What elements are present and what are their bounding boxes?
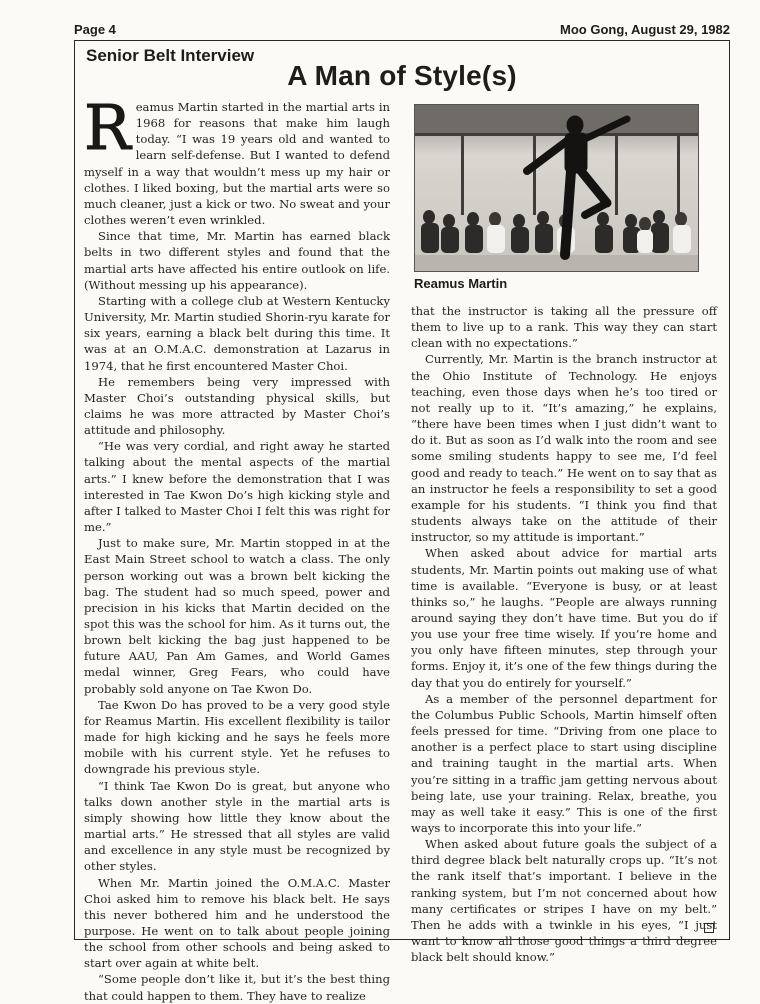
article-photo [414,104,699,272]
paragraph: Just to make sure, Mr. Martin stopped in at the East Main Street school to watch a class. The only person working out was a brown belt kicking the bag. The student had so much speed, power and precision in his kicks that Martin decided on the spot this was the school for him. As it turns out, the brown belt kicking the bag just happened to be future AAU, Pan Am Games, and World Games medal winner, Greg Fears, who could have probably sold anyone on Tae Kwon Do. [84,536,390,696]
photo-caption: Reamus Martin [414,276,508,291]
paragraph: “Some people don’t like it, but it’s the best thing that could happen to them. They have to realize [84,972,390,1003]
page-header [74,22,730,40]
end-mark [704,923,714,933]
paragraph: Since that time, Mr. Martin has earned black belts in two different styles and found that the martial arts have affected his entire outlook on life. (Without messing up his appearance). [84,229,390,292]
issue-date: Moo Gong, August 29, 1982 [560,22,730,37]
right-column [411,303,718,965]
paragraph: When asked about future goals the subject of a third degree black belt naturally crops up. “It’s not the rank itself that’s important. I believe in the ranking system, but I’m not concerned about how many certificates or stripes I have on my belt.” Then he adds with a twinkle in his eyes, “I just want to know all those good things a third degree black belt should know.” [411,837,717,965]
paragraph: He remembers being very impressed with Master Choi’s outstanding physical skills, but claims he was more attracted by Master Choi’s attitude and philosophy. [84,374,390,438]
paragraph: “I think Tae Kwon Do is great, but anyone who talks down another style in the martial arts is simply showing how little they know about the martial arts.” He stressed that all styles are valid and excellence in any style must be recognized by other styles. [84,778,390,874]
paragraph: When Mr. Martin joined the O.M.A.C. Master Choi asked him to remove his black belt. He says this never bothered him and he understood the purpose. He went on to talk about people joining the school from other schools and being asked to start over again at white belt. [84,875,390,971]
paragraph: Currently, Mr. Martin is the branch instructor at the Ohio Institute of Technology. He enjoys teaching, even those days when he’s too tired or not really up to it. “It’s amazing,” he explains, “there have been times when I just didn’t want to do it. But as soon as I’d walk into the room and see some smiling students happy to see me, I’d feel good and ready to teach.” He went on to say that as an instructor he feels a responsibility to set a good example for his students. “I think you find that students always take on the attitude of their instructor, so my attitude is important.” [411,352,718,545]
paragraph: Starting with a college club at Western Kentucky University, Mr. Martin studied Shorin-ryu karate for six years, earning a black belt during this time. It was at an O.M.A.C. demonstration at Lazarus in 1974, that he first encountered Master Choi. [84,293,390,373]
page-number: Page 4 [74,22,116,37]
paragraph: Tae Kwon Do has proved to be a very good style for Reamus Martin. His excellent flexibility is tailor made for high kicking and he says he feels more mobile with his current style. Yet he refuses to downgrade his previous style. [84,697,390,777]
paragraph: Reamus Martin started in the martial arts in 1968 for reasons that make him laugh today. “I was 19 years old and wanted to learn self-defense. But I wanted to defend myself in a way that wouldn’t mess up my hair or clothes. I liked boxing, but the martial arts were so much cleaner, just a kick or two. No sweat and your clothes weren’t even wrinkled. [84,91,390,228]
paragraph: that the instructor is taking all the pressure off them to live up to a rank. This way they can start clean with no expectations.” [411,304,717,351]
photo-illustration [415,105,698,271]
section-kicker: Senior Belt Interview [86,46,255,65]
paragraph: As a member of the personnel department for the Columbus Public Schools, Martin himself often feels pressed for time. “Driving from one place to another is a perfect place to start using discipline and training taught in the martial arts. When you’re sitting in a traffic jam getting nervous about being late, use your training. Relax, breathe, you may as well take it easy.” This is one of the first ways to incorporate this into your life.” [411,691,717,835]
paragraph: When asked about advice for martial arts students, Mr. Martin points out making use of what time is available. “Everyone is busy, or at least thinks so,” he laughs. “People are always running around saying they don’t have time. But you do if you use your free time wisely. If you’re home and you only have fifteen minutes, step through your forms. Enjoy it, it’s one of the few things during the day that you do entirely for yourself.” [411,546,717,690]
left-column [84,91,390,1003]
article-title: A Man of Style(s) [287,60,517,91]
drop-cap: R [84,91,131,164]
paragraph: “He was very cordial, and right away he started talking about the mental aspects of the martial arts.” I knew before the demonstration that I was interested in Tae Kwon Do’s high kicking style and after I talked to Master Choi I felt this was right for me.” [84,439,390,535]
